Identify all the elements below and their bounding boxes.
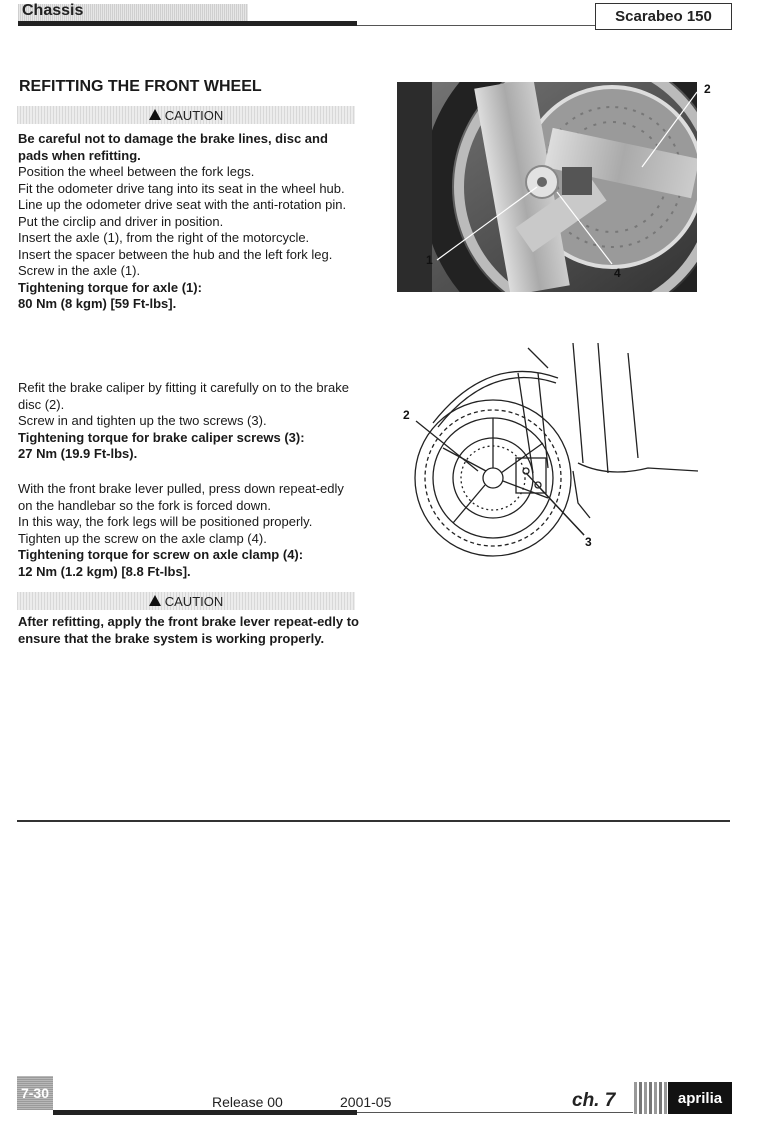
step-item: Refit the brake caliper by fitting it carefully on to the brake disc (2). xyxy=(18,380,349,412)
drawing-callout-3: 3 xyxy=(585,535,592,549)
caution-label-1: CAUTION xyxy=(164,107,224,123)
torque-label-axle: Tightening torque for axle (1): xyxy=(18,279,202,295)
drawing-callout-2: 2 xyxy=(403,408,410,422)
instructions-block-3 xyxy=(18,481,360,580)
torque-label-clamp: Tightening torque for screw on axle clamp (4): xyxy=(18,547,304,562)
torque-value-clamp: 12 Nm (1.2 kgm) [8.8 Ft-lbs]. xyxy=(18,563,191,579)
step-item: Insert the axle (1), from the right of the motorcycle. xyxy=(18,230,310,245)
warning-triangle-icon xyxy=(149,595,161,606)
footer-release: Release 00 xyxy=(212,1094,283,1110)
caution-banner-1 xyxy=(17,106,355,124)
page-title: REFITTING THE FRONT WHEEL xyxy=(19,78,262,95)
torque-label-caliper: Tightening torque for brake caliper screws (3): xyxy=(18,429,305,445)
instructions-block-1 xyxy=(18,131,360,313)
footer-chapter: ch. 7 xyxy=(572,1090,616,1111)
caution-banner-2 xyxy=(17,592,355,610)
content-end-rule xyxy=(17,820,730,822)
photo-callout-2: 2 xyxy=(704,82,711,96)
header-rule-thick xyxy=(18,21,357,26)
header-rule-thin xyxy=(357,25,595,26)
front-wheel-photo-art xyxy=(397,82,697,292)
front-wheel-photo xyxy=(397,82,697,292)
instructions-block-2 xyxy=(18,380,360,463)
footer-rule-thin xyxy=(357,1112,633,1113)
photo-callout-1: 1 xyxy=(426,253,433,267)
front-wheel-drawing-art xyxy=(398,343,698,558)
step-item: Tighten up the screw on the axle clamp (4). xyxy=(18,530,267,546)
caution-label-2: CAUTION xyxy=(164,593,224,609)
footer-stripes xyxy=(634,1082,668,1114)
step-item: Line up the odometer drive seat with the anti-rotation pin. xyxy=(18,197,347,212)
warning-triangle-icon xyxy=(149,109,161,120)
torque-value-axle: 80 Nm (8 kgm) [59 Ft-lbs]. xyxy=(18,296,177,311)
step-item: Put the circlip and driver in position. xyxy=(18,213,224,229)
footer-date: 2001-05 xyxy=(340,1094,392,1110)
step-item: Insert the spacer between the hub and the left fork leg. xyxy=(18,246,333,262)
brand-logo: aprilia xyxy=(668,1082,732,1114)
header-model-box: Scarabeo 150 xyxy=(595,3,732,30)
step-item: Fit the odometer drive tang into its seat in the wheel hub. xyxy=(18,180,345,196)
caution-block-2 xyxy=(18,614,360,647)
step-item: With the front brake lever pulled, press down repeat-edly on the handlebar so the fork is forced down. xyxy=(18,481,344,513)
header-section-title: Chassis xyxy=(22,2,84,19)
caution-text-2: After refitting, apply the front brake lever repeat-edly to ensure that the brake system is working properly. xyxy=(18,614,359,646)
step-item: Screw in the axle (1). xyxy=(18,263,141,278)
step-item: Screw in and tighten up the two screws (3). xyxy=(18,413,267,428)
step-item: In this way, the fork legs will be positioned properly. xyxy=(18,514,313,529)
photo-callout-4: 4 xyxy=(614,266,621,280)
caution-text-1: Be careful not to damage the brake lines, disc and pads when refitting. xyxy=(18,131,328,163)
torque-value-caliper: 27 Nm (19.9 Ft-lbs). xyxy=(18,446,138,461)
step-item: Position the wheel between the fork legs. xyxy=(18,164,255,179)
page-number-badge: 7-30 xyxy=(17,1076,53,1110)
front-wheel-drawing xyxy=(398,343,698,558)
footer-rule-thick xyxy=(53,1110,357,1115)
